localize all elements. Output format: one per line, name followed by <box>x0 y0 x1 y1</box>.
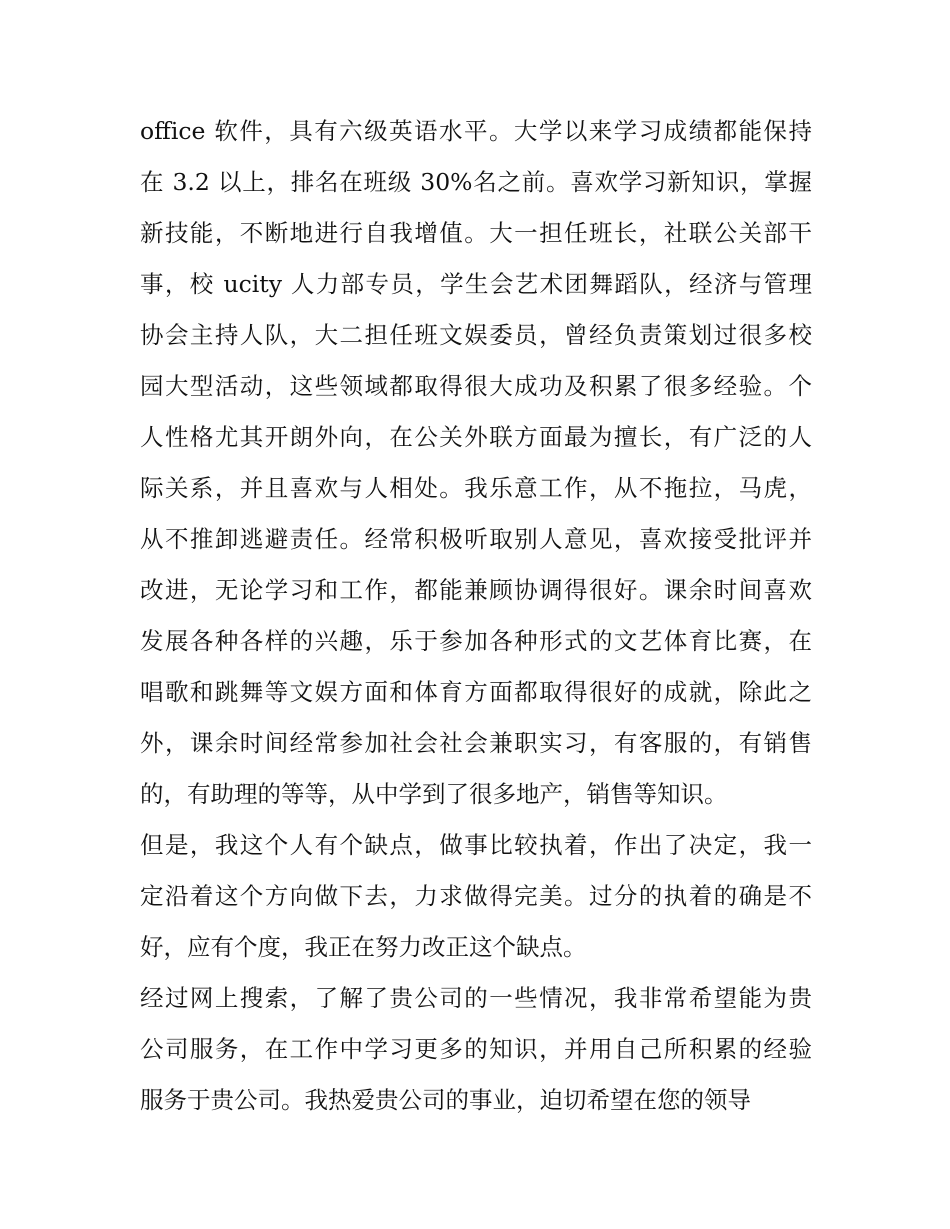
text-line: 但是，我这个人有个缺点，做事比较执着，作出了决定，我一 <box>140 831 812 859</box>
text-line: 发展各种各样的兴趣，乐于参加各种形式的文艺体育比赛，在 <box>140 627 812 655</box>
text-line: 协会主持人队，大二担任班文娱委员，曾经负责策划过很多校 <box>140 321 812 349</box>
paragraph-skills-experience <box>140 106 812 820</box>
text-line: 新技能，不断地进行自我增值。大一担任班长，社联公关部干 <box>140 219 812 247</box>
text-line: 唱歌和跳舞等文娱方面和体育方面都取得很好的成就，除此之 <box>140 678 812 706</box>
text-line: 的，有助理的等等，从中学到了很多地产，销售等知识。 <box>140 780 728 808</box>
text-line: 外，课余时间经常参加社会社会兼职实习，有客服的，有销售 <box>140 729 812 757</box>
text-line: 园大型活动，这些领域都取得很大成功及积累了很多经验。个 <box>140 372 812 400</box>
text-line: 服务于贵公司。我热爱贵公司的事业，迫切希望在您的领导 <box>140 1086 751 1114</box>
body-text <box>140 106 812 1126</box>
text-line: 在 3.2 以上，排名在班级 30%名之前。喜欢学习新知识，掌握 <box>140 168 812 196</box>
paragraph-shortcoming <box>140 820 812 973</box>
text-line: office 软件，具有六级英语水平。大学以来学习成绩都能保持 <box>140 117 812 145</box>
text-line: 事，校 ucity 人力部专员，学生会艺术团舞蹈队，经济与管理 <box>140 270 812 298</box>
text-line: 改进，无论学习和工作，都能兼顾协调得很好。课余时间喜欢 <box>140 576 812 604</box>
text-line: 经过网上搜索，了解了贵公司的一些情况，我非常希望能为贵 <box>140 984 812 1012</box>
paragraph-company-interest <box>140 973 812 1126</box>
text-line: 定沿着这个方向做下去，力求做得完美。过分的执着的确是不 <box>140 882 812 910</box>
text-line: 际关系，并且喜欢与人相处。我乐意工作，从不拖拉，马虎， <box>140 474 812 502</box>
text-line: 从不推卸逃避责任。经常积极听取别人意见，喜欢接受批评并 <box>140 525 812 553</box>
text-line: 好，应有个度，我正在努力改正这个缺点。 <box>140 933 587 961</box>
text-line: 人性格尤其开朗外向，在公关外联方面最为擅长，有广泛的人 <box>140 423 812 451</box>
text-line: 公司服务，在工作中学习更多的知识，并用自己所积累的经验 <box>140 1035 812 1063</box>
